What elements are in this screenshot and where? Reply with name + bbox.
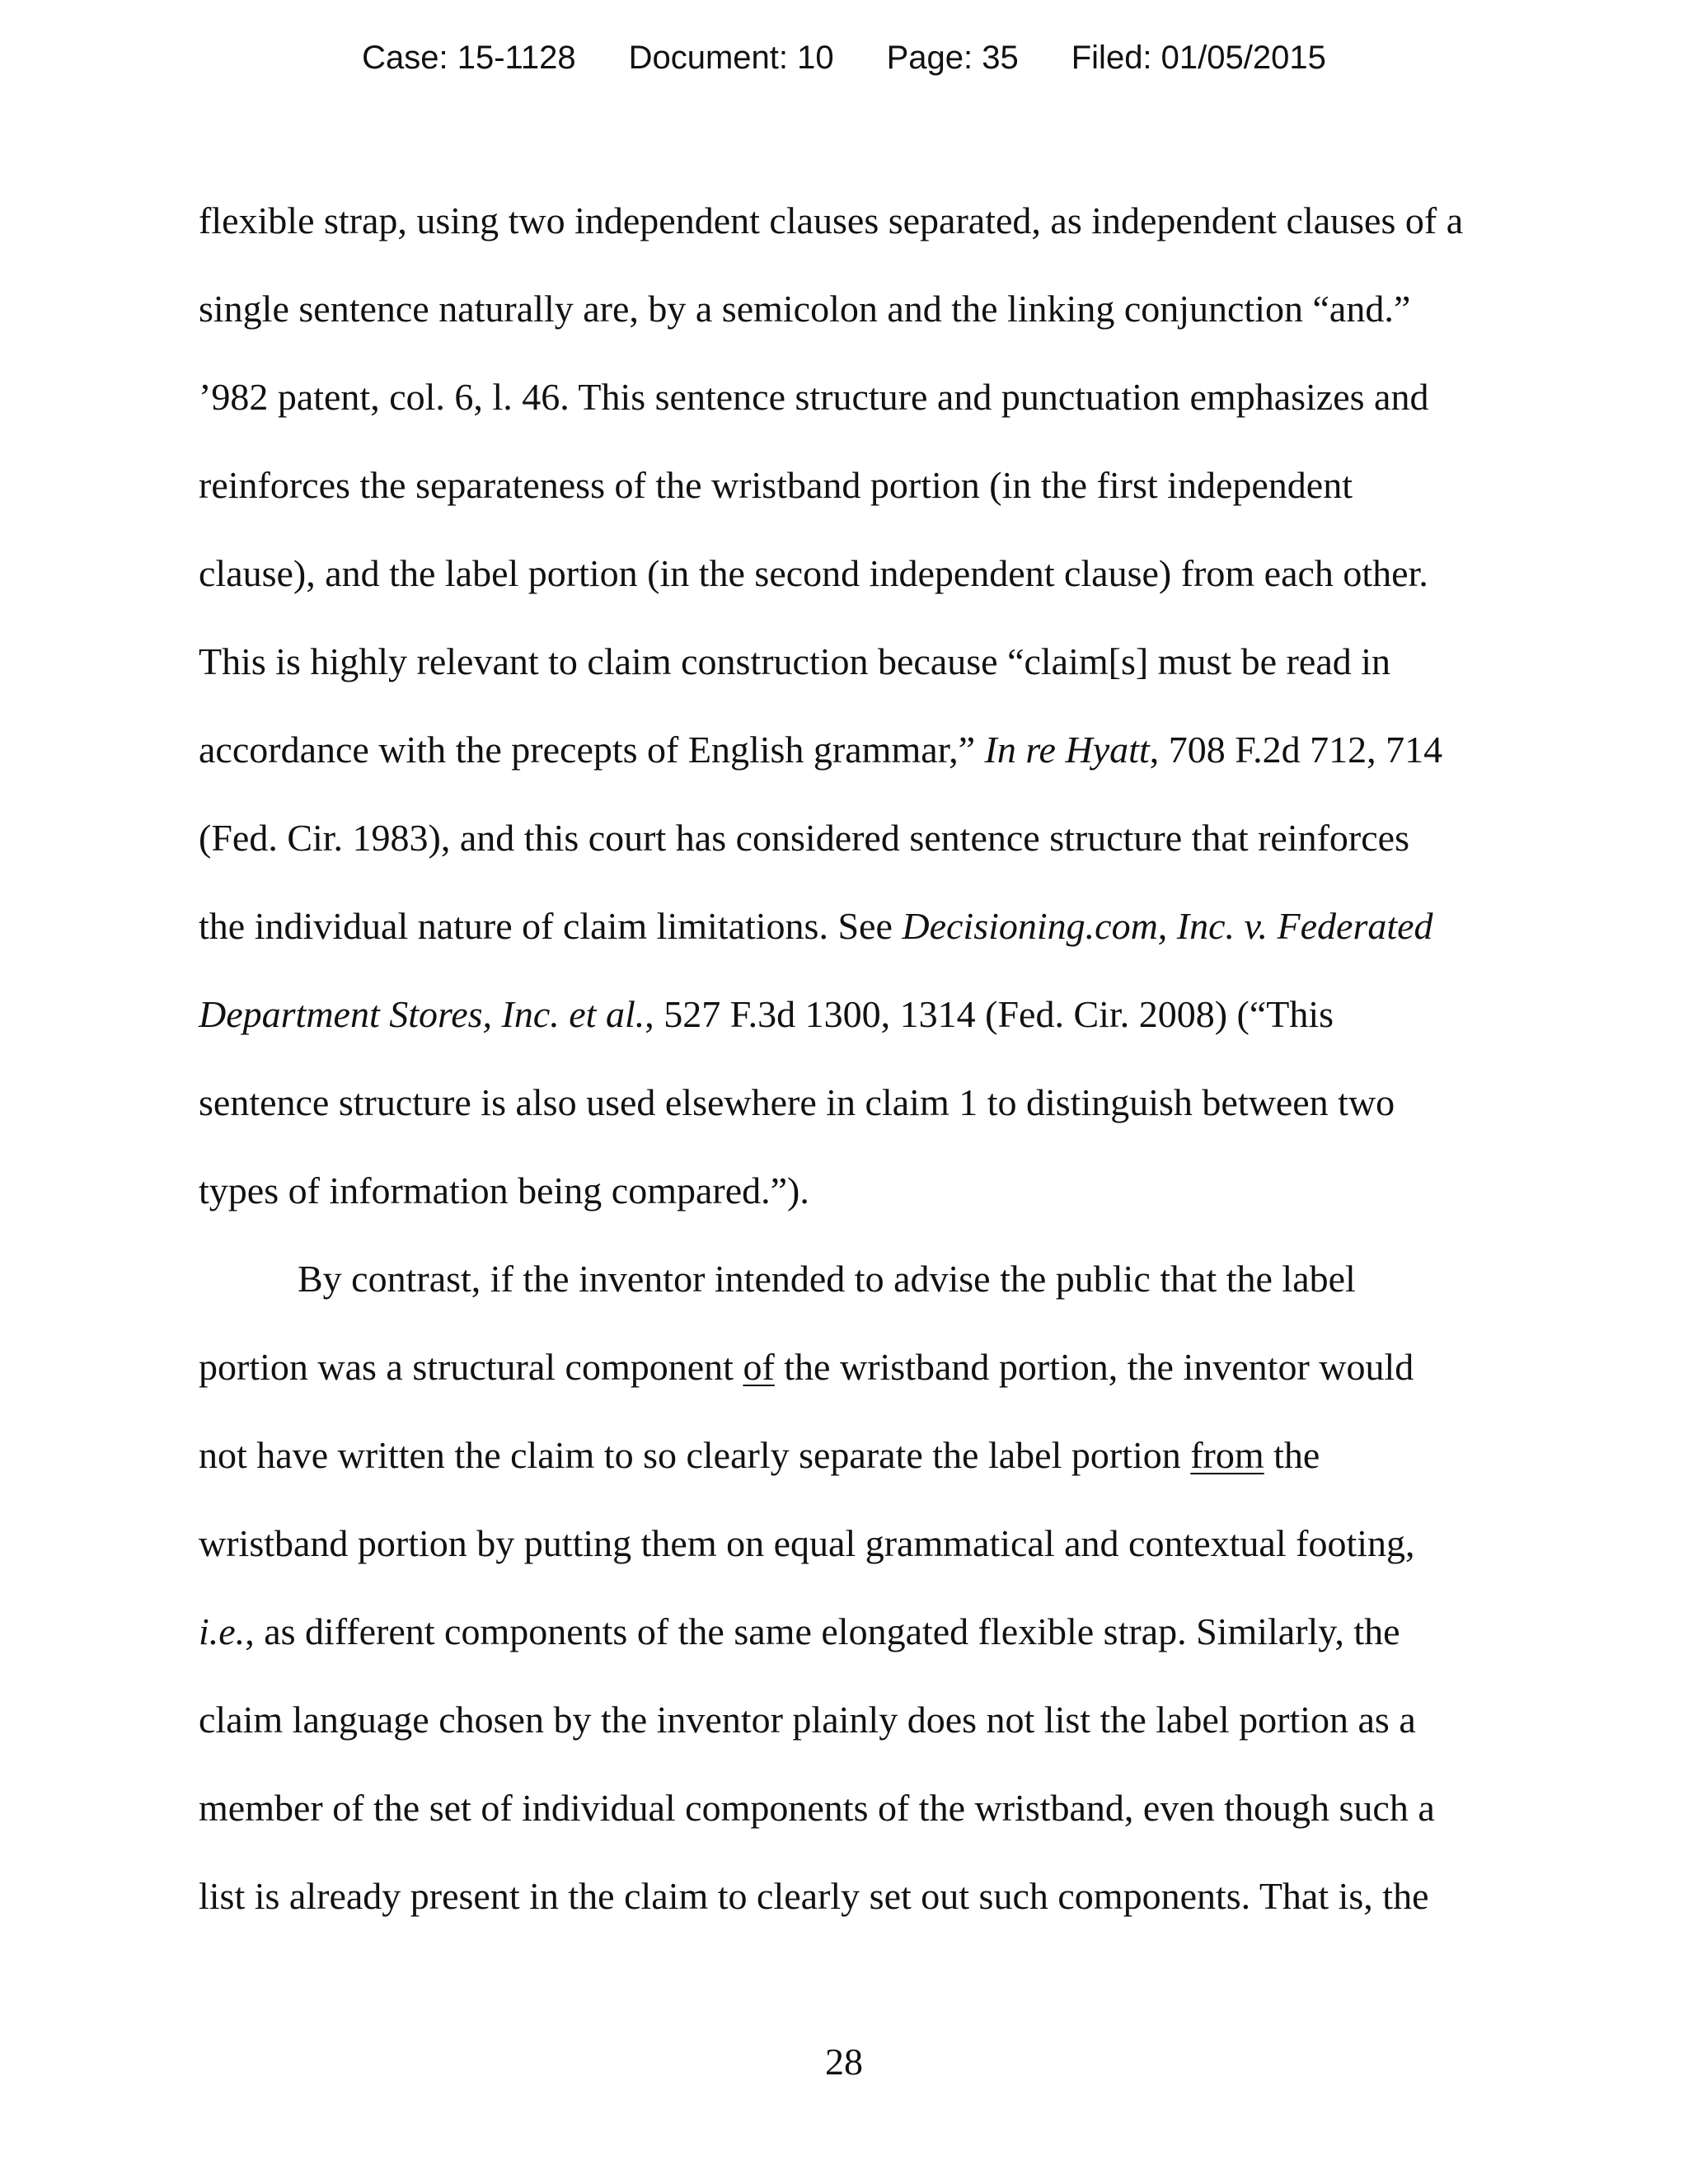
text-line: sentence structure is also used elsewhere in claim 1 to distinguish between two	[199, 1081, 1395, 1123]
document-number: Document: 10	[628, 40, 834, 76]
text-run: the wristband portion, the inventor would	[774, 1346, 1414, 1388]
header-page-number: Page: 35	[886, 40, 1019, 76]
underlined-word: from	[1190, 1434, 1264, 1476]
text-run: the individual nature of claim limitations. See	[199, 905, 903, 947]
underlined-word: of	[743, 1346, 775, 1388]
text-line: clause), and the label portion (in the second independent clause) from each other.	[199, 552, 1428, 594]
paragraph-first-line: By contrast, if the inventor intended to advise the public that the label	[298, 1258, 1356, 1300]
text-line: (Fed. Cir. 1983), and this court has considered sentence structure that reinforces	[199, 817, 1409, 859]
text-run: the	[1264, 1434, 1320, 1476]
filed-date: Filed: 01/05/2015	[1071, 40, 1326, 76]
text-line: list is already present in the claim to clearly set out such components. That is, the	[199, 1875, 1429, 1917]
text-line: flexible strap, using two independent clauses separated, as independent clauses of a	[199, 199, 1464, 241]
text-line: types of information being compared.”).	[199, 1169, 809, 1212]
case-citation-italic: Decisioning.com, Inc. v. Federated	[902, 905, 1433, 947]
text-line: wristband portion by putting them on equal grammatical and contextual footing,	[199, 1522, 1415, 1564]
text-line: member of the set of individual components of the wristband, even though such a	[199, 1787, 1435, 1829]
text-line	[199, 1607, 1400, 1657]
text-line: This is highly relevant to claim construction because “claim[s] must be read in	[199, 640, 1391, 682]
text-run: accordance with the precepts of English grammar,”	[199, 729, 985, 771]
text-run: , 708 F.2d 712, 714	[1149, 729, 1443, 771]
text-line	[199, 902, 1433, 951]
text-line: reinforces the separateness of the wristband portion (in the first independent	[199, 464, 1353, 506]
italic-abbreviation: i.e.	[199, 1610, 246, 1652]
page-number: 28	[825, 2041, 863, 2083]
text-line	[199, 1343, 1414, 1392]
text-line	[199, 1431, 1320, 1480]
text-line: claim language chosen by the inventor plainly does not list the label portion as a	[199, 1699, 1416, 1741]
text-run: portion was a structural component	[199, 1346, 743, 1388]
text-line: single sentence naturally are, by a semicolon and the linking conjunction “and.”	[199, 288, 1411, 330]
text-line	[199, 725, 1442, 775]
text-run: not have written the claim to so clearly separate the label portion	[199, 1434, 1191, 1476]
text-line	[199, 990, 1334, 1039]
text-run: , 527 F.3d 1300, 1314 (Fed. Cir. 2008) (“This	[645, 993, 1334, 1035]
case-citation-italic: Department Stores, Inc. et al.	[199, 993, 645, 1035]
case-header	[0, 36, 1688, 79]
text-run: , as different components of the same elongated flexible strap. Similarly, the	[245, 1610, 1400, 1652]
case-number: Case: 15-1128	[362, 40, 576, 76]
case-citation-italic: In re Hyatt	[984, 729, 1150, 771]
text-line: ’982 patent, col. 6, l. 46. This sentence structure and punctuation emphasizes and	[199, 376, 1429, 418]
